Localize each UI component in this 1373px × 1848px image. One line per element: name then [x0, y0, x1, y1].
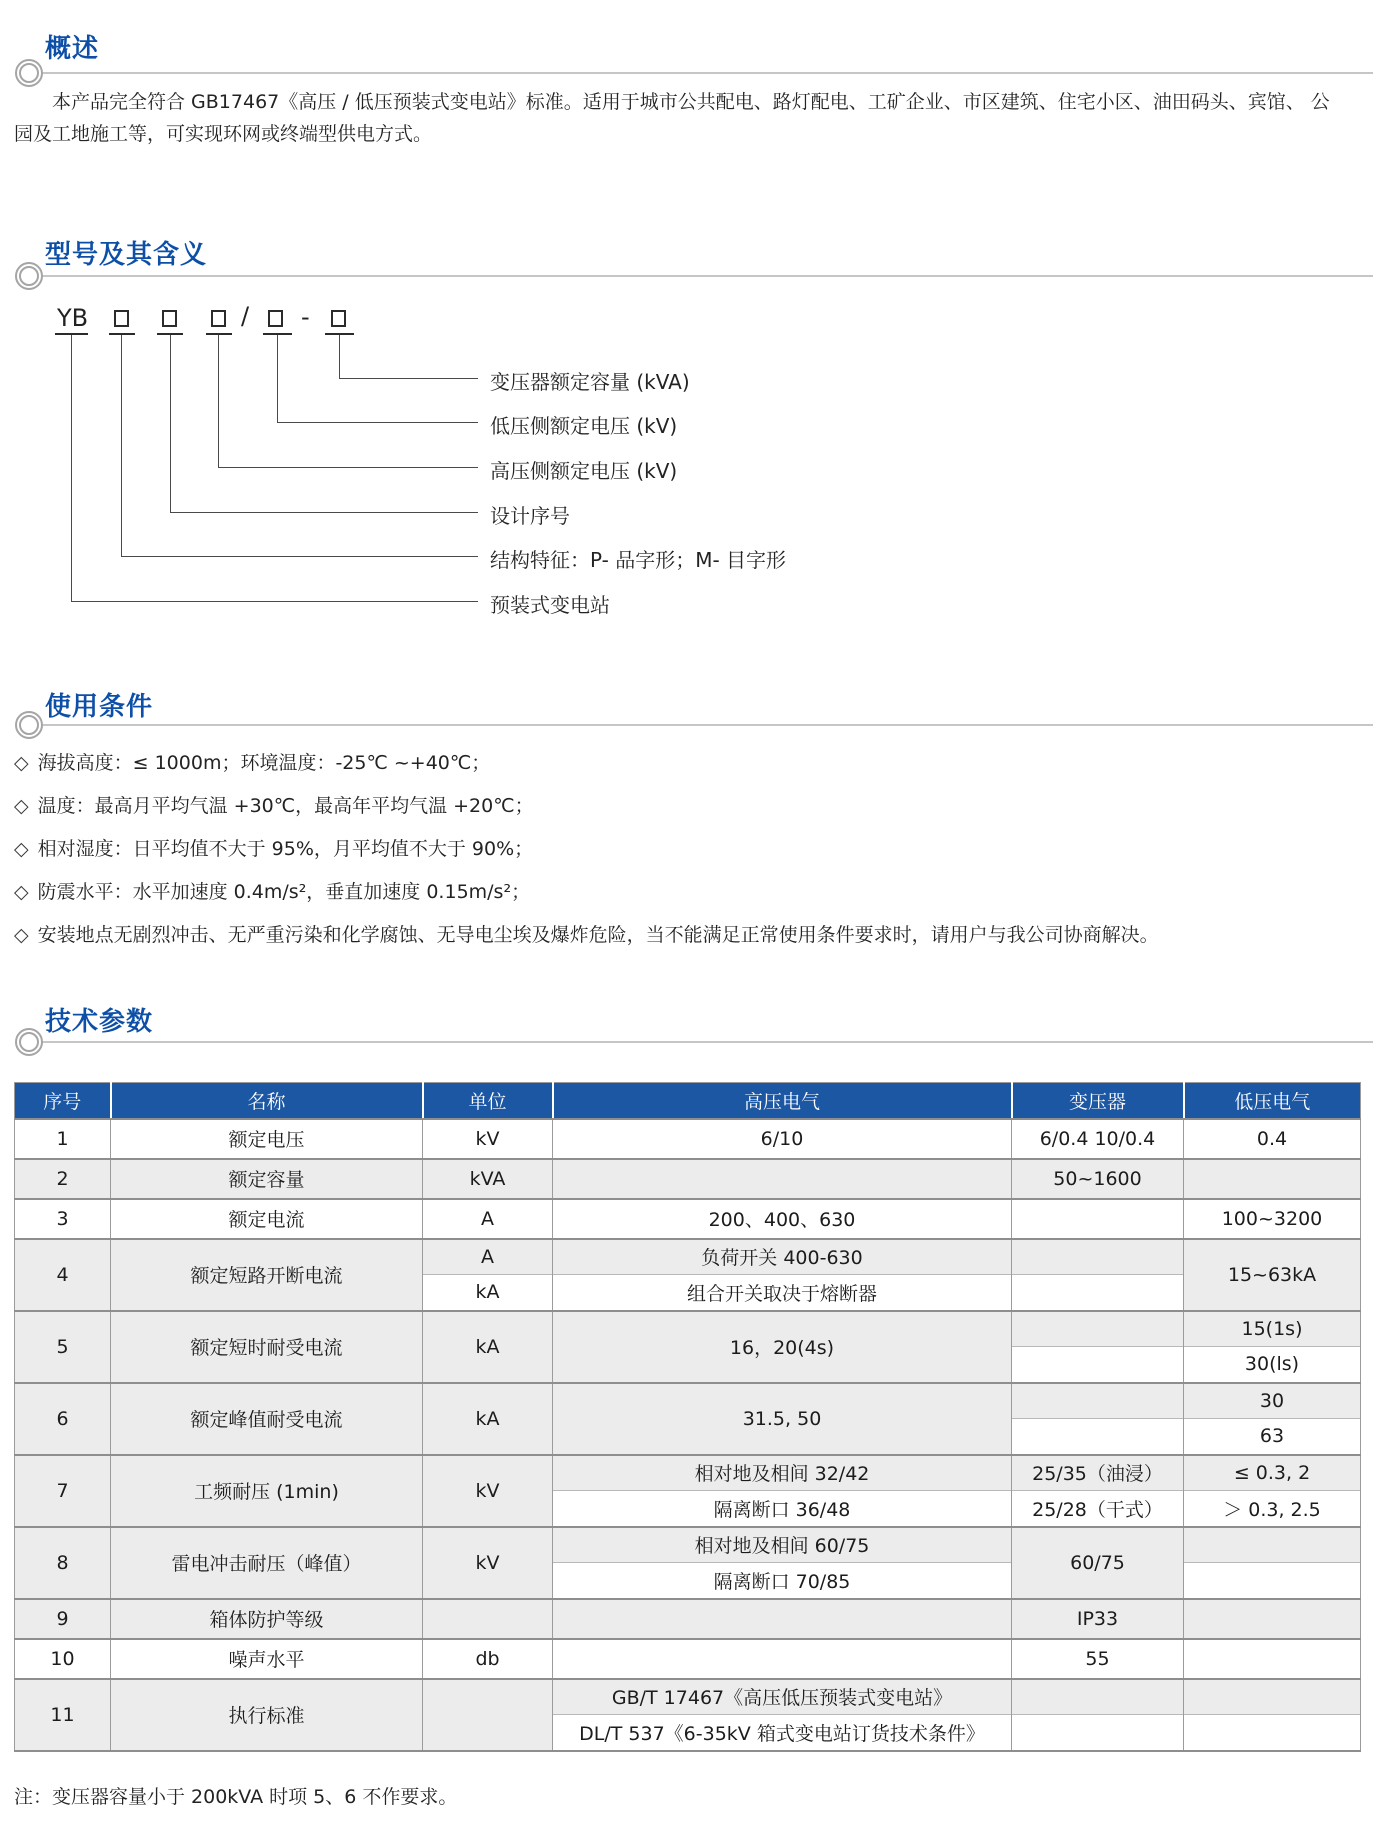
- table-cell: kV: [423, 1527, 553, 1599]
- condition-text: 相对湿度：日平均值不大于 95%，月平均值不大于 90%；: [37, 838, 534, 860]
- table-row: [15, 1311, 1361, 1347]
- table-cell-empty: [1012, 1419, 1184, 1455]
- table-cell: ＞ 0.3, 2.5: [1184, 1491, 1361, 1527]
- ring-marker-inner: [19, 266, 39, 286]
- ring-marker-icon: [15, 59, 43, 87]
- table-cell: 7: [15, 1455, 111, 1527]
- diamond-bullet-icon: ◇: [14, 795, 29, 817]
- section-title-model: 型号及其含义: [45, 240, 208, 270]
- model-code-box: [162, 310, 177, 327]
- section-title-conditions: 使用条件: [45, 692, 154, 722]
- table-cell-empty: [1184, 1679, 1361, 1715]
- ring-marker-inner: [19, 1032, 39, 1052]
- list-item: [14, 877, 1364, 907]
- table-cell: ≤ 0.3, 2: [1184, 1455, 1361, 1491]
- table-cell: kV: [423, 1119, 553, 1159]
- conditions-list: [14, 748, 1364, 963]
- condition-text: 防震水平：水平加速度 0.4m/s²，垂直加速度 0.15m/s²；: [37, 881, 531, 903]
- table-cell-empty: [553, 1599, 1012, 1639]
- list-item: [14, 920, 1364, 950]
- model-code-box: [211, 310, 226, 327]
- table-cell: 隔离断口 70/85: [553, 1563, 1012, 1599]
- model-label-hv-voltage: 高压侧额定电压 (kV): [490, 459, 678, 483]
- model-code-box: [331, 310, 346, 327]
- table-row: [15, 1679, 1361, 1715]
- table-cell-empty: [1184, 1639, 1361, 1679]
- section-title-overview: 概述: [45, 34, 100, 64]
- table-cell-empty: [1012, 1239, 1184, 1275]
- table-cell: kA: [423, 1311, 553, 1383]
- table-cell: kA: [423, 1383, 553, 1455]
- condition-text: 海拔高度：≤ 1000m；环境温度：-25℃ ~+40℃；: [37, 752, 491, 774]
- table-cell: A: [423, 1199, 553, 1239]
- condition-text: 安装地点无剧烈冲击、无严重污染和化学腐蚀、无导电尘埃及爆炸危险，当不能满足正常使用条件要求时，请用户与我公司协商解决。: [37, 924, 1159, 946]
- table-row: [15, 1455, 1361, 1491]
- table-cell-empty: [1012, 1679, 1184, 1715]
- table-cell-empty: [1012, 1275, 1184, 1311]
- col-header-unit: 单位: [423, 1083, 553, 1119]
- ring-marker-icon: [15, 1028, 43, 1056]
- leader-line: [71, 335, 478, 602]
- table-cell: 16，20(4s): [553, 1311, 1012, 1383]
- table-cell: 6/10: [553, 1119, 1012, 1159]
- table-cell-empty: [1012, 1347, 1184, 1383]
- table-cell: 额定电流: [111, 1199, 423, 1239]
- table-cell: kV: [423, 1455, 553, 1527]
- table-cell-empty: [1184, 1527, 1361, 1563]
- table-cell-empty: [423, 1679, 553, 1751]
- model-label-station: 预装式变电站: [490, 593, 610, 617]
- table-footnote: 注：变压器容量小于 200kVA 时项 5、6 不作要求。: [14, 1786, 458, 1808]
- table-cell: 0.4: [1184, 1119, 1361, 1159]
- table-cell: DL/T 537《6-35kV 箱式变电站订货技术条件》: [553, 1715, 1012, 1751]
- table-cell: 相对地及相间 32/42: [553, 1455, 1012, 1491]
- table-cell: 工频耐压 (1min): [111, 1455, 423, 1527]
- table-cell-empty: [1184, 1599, 1361, 1639]
- table-cell: 额定容量: [111, 1159, 423, 1199]
- model-label-capacity: 变压器额定容量 (kVA): [490, 370, 690, 394]
- model-code-dash: -: [301, 303, 310, 331]
- model-label-design-no: 设计序号: [490, 504, 570, 528]
- model-code-box: [114, 310, 129, 327]
- table-cell: 额定短时耐受电流: [111, 1311, 423, 1383]
- table-cell-empty: [1184, 1563, 1361, 1599]
- table-row: [15, 1119, 1361, 1159]
- table-cell: db: [423, 1639, 553, 1679]
- section-divider: [42, 724, 1373, 726]
- table-cell: 25/35（油浸）: [1012, 1455, 1184, 1491]
- table-cell: 2: [15, 1159, 111, 1199]
- diamond-bullet-icon: ◇: [14, 881, 29, 903]
- table-cell: 箱体防护等级: [111, 1599, 423, 1639]
- table-header-row: [15, 1083, 1361, 1119]
- diamond-bullet-icon: ◇: [14, 924, 29, 946]
- table-cell: 6: [15, 1383, 111, 1455]
- table-cell: 执行标准: [111, 1679, 423, 1751]
- table-cell: 5: [15, 1311, 111, 1383]
- table-cell: 50~1600: [1012, 1159, 1184, 1199]
- table-cell: 30(ls): [1184, 1347, 1361, 1383]
- table-cell: 组合开关取决于熔断器: [553, 1275, 1012, 1311]
- table-cell: 31.5, 50: [553, 1383, 1012, 1455]
- table-row: [15, 1239, 1361, 1275]
- model-code-slash: /: [241, 302, 250, 330]
- table-cell-empty: [1012, 1383, 1184, 1419]
- table-cell: 额定峰值耐受电流: [111, 1383, 423, 1455]
- table-cell: 60/75: [1012, 1527, 1184, 1599]
- section-title-params: 技术参数: [45, 1007, 154, 1037]
- model-code-prefix: YB: [57, 304, 89, 332]
- table-cell-empty: [553, 1159, 1012, 1199]
- section-divider: [42, 275, 1373, 277]
- table-cell: 噪声水平: [111, 1639, 423, 1679]
- col-header-tr: 变压器: [1012, 1083, 1184, 1119]
- table-cell: 30: [1184, 1383, 1361, 1419]
- table-cell-empty: [1012, 1715, 1184, 1751]
- table-cell: IP33: [1012, 1599, 1184, 1639]
- section-divider: [42, 72, 1373, 74]
- ring-marker-inner: [19, 715, 39, 735]
- table-cell: 4: [15, 1239, 111, 1311]
- table-cell: 隔离断口 36/48: [553, 1491, 1012, 1527]
- table-cell: kVA: [423, 1159, 553, 1199]
- ring-marker-icon: [15, 262, 43, 290]
- table-cell-empty: [1012, 1311, 1184, 1347]
- table-cell: 6/0.4 10/0.4: [1012, 1119, 1184, 1159]
- table-cell: GB/T 17467《高压低压预装式变电站》: [553, 1679, 1012, 1715]
- table-cell: 25/28（干式）: [1012, 1491, 1184, 1527]
- table-cell: 15~63kA: [1184, 1239, 1361, 1311]
- table-cell: 相对地及相间 60/75: [553, 1527, 1012, 1563]
- table-row: [15, 1159, 1361, 1199]
- list-item: [14, 791, 1364, 821]
- table-cell: 200、400、630: [553, 1199, 1012, 1239]
- table-cell: 63: [1184, 1419, 1361, 1455]
- table-cell: 负荷开关 400-630: [553, 1239, 1012, 1275]
- model-label-lv-voltage: 低压侧额定电压 (kV): [490, 414, 678, 438]
- table-cell: kA: [423, 1275, 553, 1311]
- table-cell: 额定短路开断电流: [111, 1239, 423, 1311]
- table-cell-empty: [1184, 1715, 1361, 1751]
- col-header-lv: 低压电气: [1184, 1083, 1361, 1119]
- table-row: [15, 1639, 1361, 1679]
- table-cell: 8: [15, 1527, 111, 1599]
- table-cell: A: [423, 1239, 553, 1275]
- model-code-box: [268, 310, 283, 327]
- table-row: [15, 1527, 1361, 1563]
- table-row: [15, 1199, 1361, 1239]
- table-row: [15, 1383, 1361, 1419]
- ring-marker-inner: [19, 63, 39, 83]
- section-divider: [42, 1041, 1373, 1043]
- list-item: [14, 748, 1364, 778]
- table-cell: 3: [15, 1199, 111, 1239]
- table-cell: 雷电冲击耐压（峰值）: [111, 1527, 423, 1599]
- table-cell-empty: [1012, 1199, 1184, 1239]
- table-cell: 15(1s): [1184, 1311, 1361, 1347]
- col-header-no: 序号: [15, 1083, 111, 1119]
- col-header-hv: 高压电气: [553, 1083, 1012, 1119]
- diamond-bullet-icon: ◇: [14, 838, 29, 860]
- table-cell-empty: [1184, 1159, 1361, 1199]
- list-item: [14, 834, 1364, 864]
- diamond-bullet-icon: ◇: [14, 752, 29, 774]
- col-header-name: 名称: [111, 1083, 423, 1119]
- tech-params-table: [14, 1082, 1361, 1752]
- table-cell: 1: [15, 1119, 111, 1159]
- table-cell-empty: [423, 1599, 553, 1639]
- overview-paragraph: 本产品完全符合 GB17467《高压 / 低压预装式变电站》标准。适用于城市公共配电、路灯配电、工矿企业、市区建筑、住宅小区、油田码头、宾馆、 公园及工地施工等，可实现环网或终端型供电方式。: [14, 91, 1330, 145]
- table-cell: 55: [1012, 1639, 1184, 1679]
- condition-text: 温度：最高月平均气温 +30℃，最高年平均气温 +20℃；: [37, 795, 534, 817]
- table-cell: 额定电压: [111, 1119, 423, 1159]
- table-cell: 11: [15, 1679, 111, 1751]
- table-cell: 10: [15, 1639, 111, 1679]
- model-label-structure: 结构特征：P- 品字形；M- 目字形: [490, 548, 787, 572]
- ring-marker-icon: [15, 711, 43, 739]
- table-cell: 9: [15, 1599, 111, 1639]
- table-cell-empty: [553, 1639, 1012, 1679]
- table-cell: 100~3200: [1184, 1199, 1361, 1239]
- table-row: [15, 1599, 1361, 1639]
